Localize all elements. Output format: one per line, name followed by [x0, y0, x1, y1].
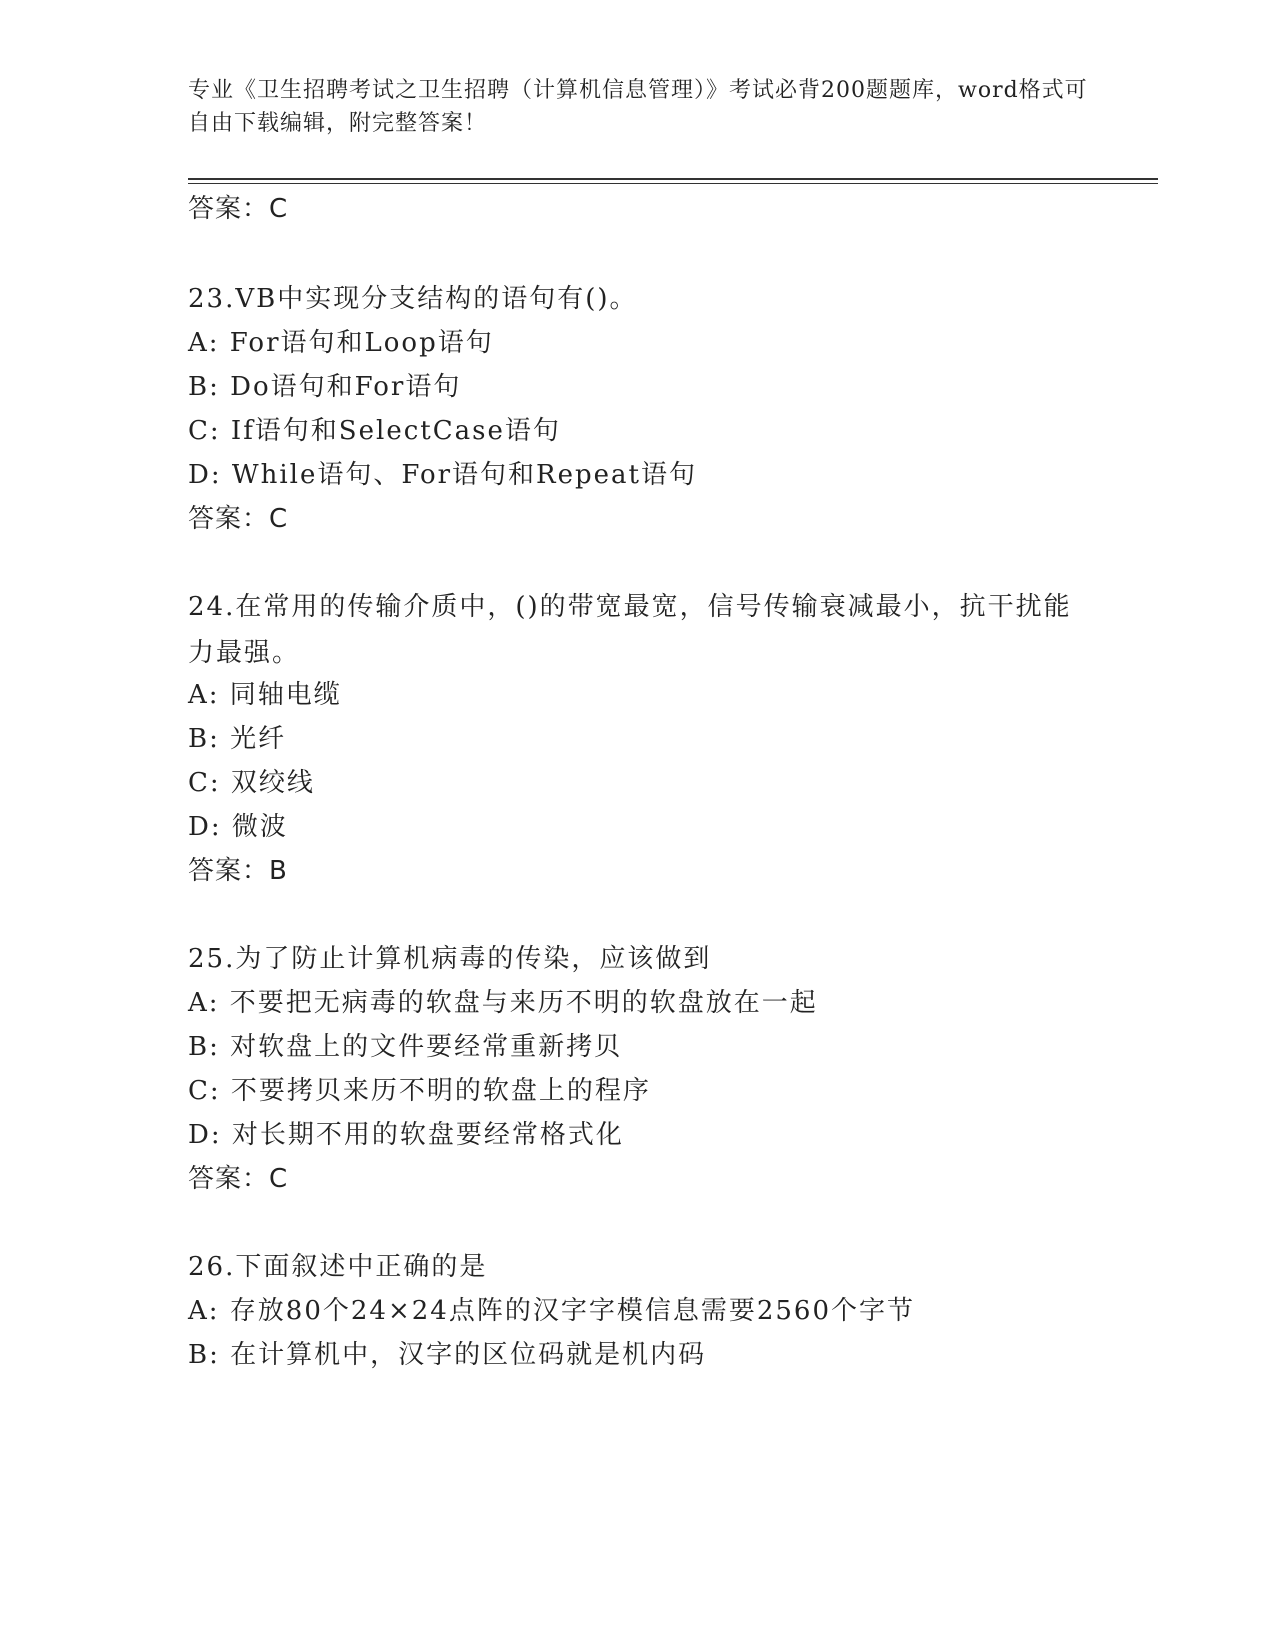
- answer-value: B: [269, 856, 288, 886]
- option-b: B: 对软盘上的文件要经常重新拷贝: [188, 1032, 623, 1062]
- answer-line: [188, 496, 288, 542]
- answer-line: [188, 848, 288, 894]
- option-b: B: 在计算机中，汉字的区位码就是机内码: [188, 1340, 707, 1370]
- option-c: C: If语句和SelectCase语句: [188, 416, 561, 446]
- question-stem-24: 24.在常用的传输介质中，()的带宽最宽，信号传输衰减最小，抗干扰能力最强。: [188, 592, 1072, 668]
- header-rule-thick: [188, 178, 1158, 180]
- question-stem-25: 25.为了防止计算机病毒的传染，应该做到: [188, 944, 712, 974]
- option-c: C: 双绞线: [188, 768, 315, 798]
- page-header-text: 专业《卫生招聘考试之卫生招聘（计算机信息管理）》考试必背200题题库，word格式可自由下载编辑，附完整答案！: [188, 78, 1088, 136]
- answer-label: 答案：: [188, 194, 270, 224]
- answer-line: [188, 1156, 288, 1202]
- answer-label: 答案：: [188, 856, 270, 886]
- answer-value: C: [269, 1164, 289, 1194]
- header-rule-thin: [188, 183, 1158, 184]
- answer-label: 答案：: [188, 1164, 270, 1194]
- option-b: B: 光纤: [188, 724, 287, 754]
- option-d: D: 微波: [188, 812, 288, 842]
- question-stem-23: 23.VB中实现分支结构的语句有()。: [188, 284, 638, 314]
- question-stem-26: 26.下面叙述中正确的是: [188, 1252, 488, 1282]
- option-a: A: For语句和Loop语句: [188, 328, 494, 358]
- answer-line: [188, 186, 288, 232]
- answer-value: C: [269, 504, 289, 534]
- answer-value: C: [269, 194, 289, 224]
- option-c: C: 不要拷贝来历不明的软盘上的程序: [188, 1076, 651, 1106]
- option-d: D: 对长期不用的软盘要经常格式化: [188, 1120, 624, 1150]
- option-a: A: 不要把无病毒的软盘与来历不明的软盘放在一起: [188, 988, 818, 1018]
- option-a: A: 存放80个24×24点阵的汉字字模信息需要2560个字节: [188, 1296, 916, 1326]
- option-a: A: 同轴电缆: [188, 680, 342, 710]
- option-b: B: Do语句和For语句: [188, 372, 462, 402]
- answer-label: 答案：: [188, 504, 270, 534]
- option-d: D: While语句、For语句和Repeat语句: [188, 460, 697, 490]
